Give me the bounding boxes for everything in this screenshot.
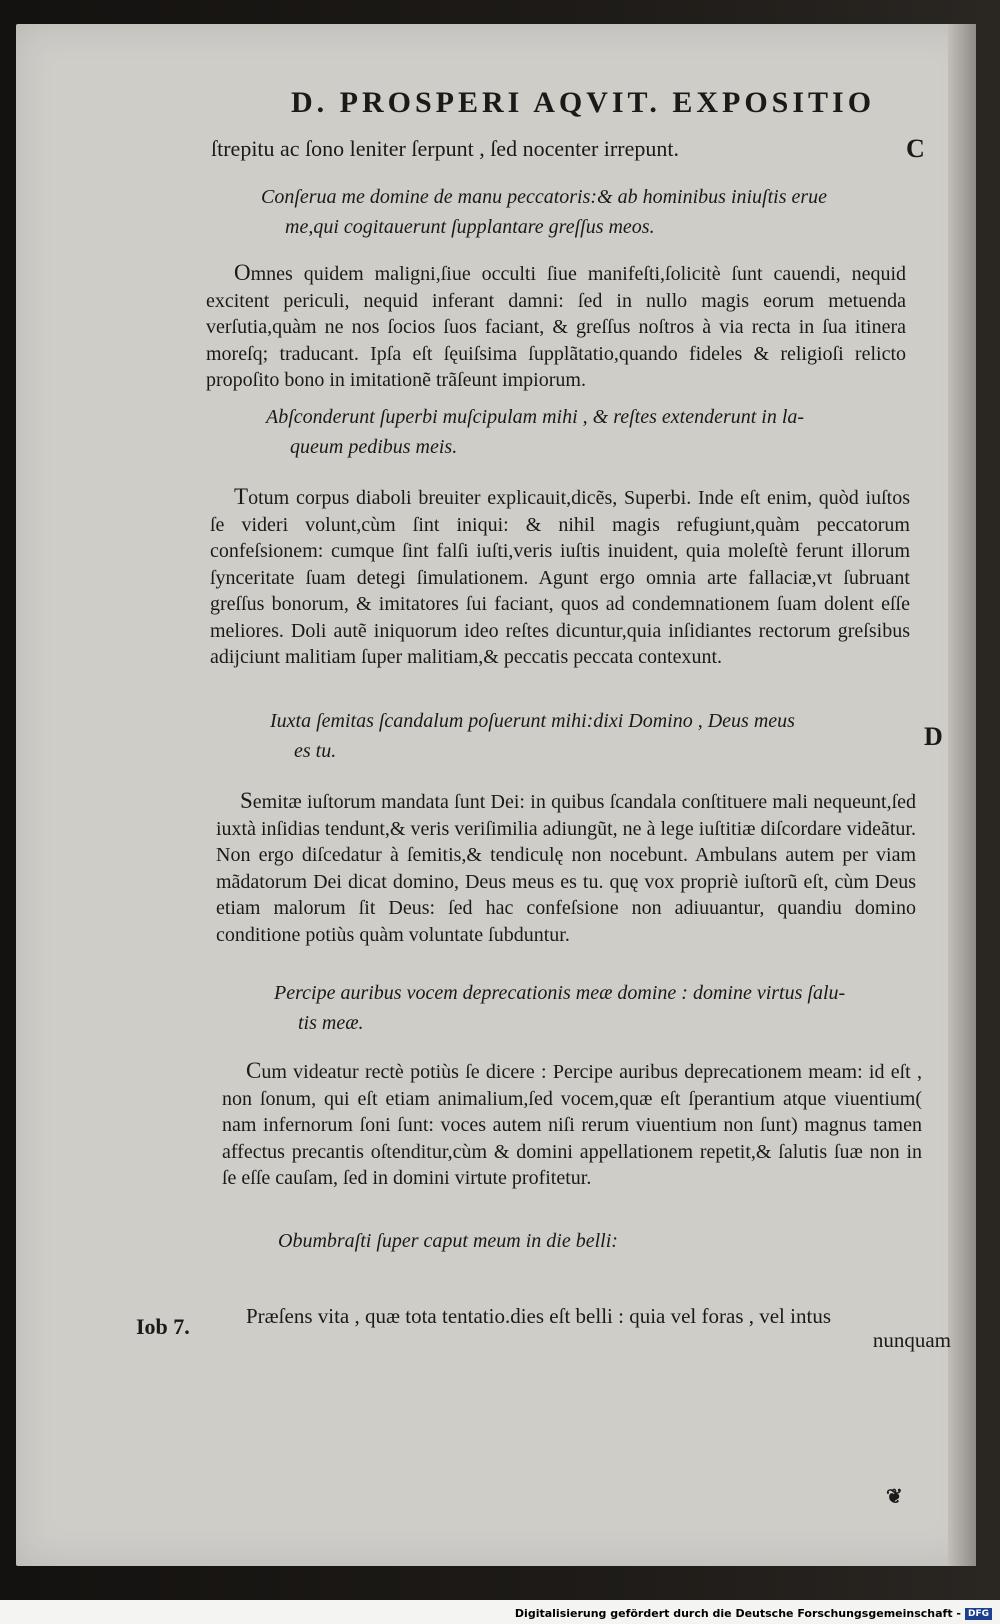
- verse-2-line-2: queum pedibus meis.: [290, 436, 458, 458]
- margin-note: Iob 7.: [136, 1314, 190, 1339]
- verse-4-line-2: tis meæ.: [298, 1012, 364, 1034]
- paragraph-1: Omnes quidem maligni,ſiue occulti ſiue manifeſti,ſolicitè ſunt cauendi, nequid excitent periculi, nequid inferant damni: ſed in nullo magis eorum metuenda verſutia,quàm ne nos ſocios ſuos faciant, & greſſus noſtros à via recta in ſua itinera moreſq; traducant. Ipſa eſt ſęuiſsima ſupplãtatio,quando fideles & religioſi relicto propoſito bono in imitationẽ trãſeunt impiorum.: [206, 260, 906, 391]
- verse-5: Obumbraſti ſuper caput meum in die belli:: [278, 1230, 618, 1252]
- signature-mark: ❦: [886, 1484, 903, 1508]
- margin-letter-d: D: [924, 722, 943, 751]
- first-line: ſtrepitu ac ſono leniter ſerpunt , ſed nocenter irrepunt.: [211, 136, 679, 161]
- verse-2: [266, 402, 886, 462]
- paragraph-5-line: Præſens vita , quæ tota tentatio.dies eſt belli : quia vel foras , vel intus: [246, 1304, 831, 1328]
- verse-1-line-2: me,qui cogitauerunt ſupplantare greſſus meos.: [285, 216, 655, 238]
- verse-3: [270, 706, 890, 766]
- verse-4: [274, 978, 894, 1038]
- paragraph-3: Semitæ iuſtorum mandata ſunt Dei: in quibus ſcandala conſtituere mali nequeunt,ſed iuxtà inſidias tendunt,& veris veriſimilia adiungũt, ne à lege iuſtitiæ diſcordare videãtur. Non ergo diſcedatur à ſemitis,& tendiculę non nocebunt. Ambulans autem per viam mãdatorum Dei dicat domino, Deus meus es tu. quę vox propriè iuſtorũ eſt, cùm Deus etiam malorum ſit Deus: ſed hac confeſsione non adiuuantur, quandiu domino conditione potiùs quàm voluntate ſubduntur.: [216, 788, 916, 946]
- verse-3-line-1: Iuxta ſemitas ſcandalum poſuerunt mihi:dixi Domino , Deus meus: [270, 710, 795, 732]
- paragraph-2: Totum corpus diaboli breuiter explicauit,dicẽs, Superbi. Inde eſt enim, quòd iuſtos ſe videri volunt,cùm ſint iniqui: & nihil magis refugiunt,quàm peccatorum confeſsionem: cumque ſint falſi iuſti,veris iuſtis inuident, quia moleſtè ferunt illorum ſynceritate ſuam detegi ſimulationem. Agunt ergo omnia arte fallaciæ,vt ſubruant greſſus bonorum, & imitatores ſui faciant, quos ad condemnationem ſuam dolent eſſe meliores. Doli autẽ iniquorum ideo reſtes dicuntur,quia inſidiantes rectorum greſsibus adijciunt malitiam ſuper malitiam,& peccatis peccata contexunt.: [210, 484, 910, 668]
- paragraph-5: [246, 1304, 951, 1352]
- verse-2-line-1: Abſconderunt ſuperbi muſcipulam mihi , & reſtes extenderunt in la-: [266, 406, 805, 428]
- verse-1-line-1: Conſerua me domine de manu peccatoris:& ab hominibus iniuſtis erue: [261, 186, 828, 208]
- footer-text: Digitalisierung gefördert durch die Deutsche Forschungsgemeinschaft -: [514, 1607, 961, 1620]
- verse-1: [261, 182, 881, 242]
- verse-3-line-2: es tu.: [294, 740, 337, 762]
- dfg-logo: DFG: [965, 1608, 992, 1620]
- margin-letter-c: C: [906, 134, 925, 163]
- running-head: D. PROSPERI AQVIT. EXPOSITIO: [291, 86, 876, 119]
- page-edge: [948, 24, 976, 1566]
- verse-4-line-1: Percipe auribus vocem deprecationis meæ domine : domine virtus ſalu-: [274, 982, 846, 1004]
- catchword: nunquam: [872, 1328, 951, 1352]
- footer: [515, 1607, 992, 1620]
- paragraph-4: Cum videatur rectè potiùs ſe dicere : Percipe auribus deprecationem meam: id eſt , non ſonum, qui eſt etiam animalium,ſed vocem,quæ eſt ſperantium atque viuentium( nam infernorum ſoni ſunt: voces autem niſi rerum viuentium non ſunt) magnus tamen affectus precantis oſtenditur,cùm & domini appellationem repetit,& ſalutis ſuæ non in ſe eſſe cauſam, ſed in domini virtute profitetur.: [222, 1058, 922, 1189]
- book-page: [16, 24, 976, 1566]
